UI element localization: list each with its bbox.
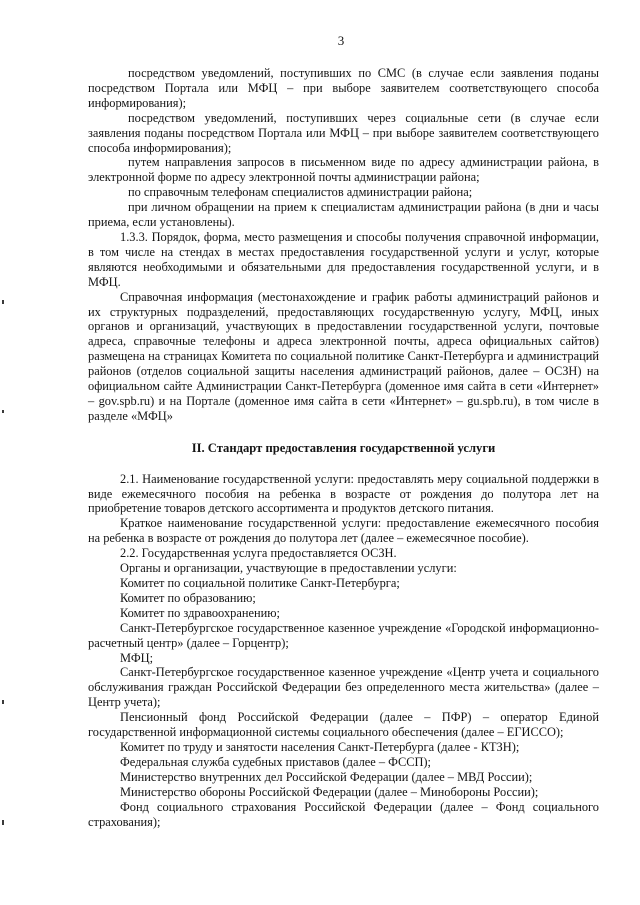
list-item: Санкт-Петербургское государственное казенное учреждение «Центр учета и социального обслуживания граждан Российской Федерации без определенного места жительства» (далее – Центр учета); — [88, 665, 599, 710]
document-body — [88, 66, 599, 829]
paragraph: Справочная информация (местонахождение и график работы администраций районов и их структурных подразделений, предоставляющих государственную услугу, МФЦ, иных органов и организаций, участвующих в предоставлении государственной услуги, почтовые адреса, справочные телефоны и адреса электронной почты, адреса официальных сайтов) размещена на страницах Комитета по социальной политике Санкт-Петербурга и администраций районов (отделов социальной защиты населения администраций районов, далее – ОСЗН) на официальном сайте Администрации Санкт-Петербурга (доменное имя сайта в сети «Интернет» – gov.spb.ru) и на Портале (доменное имя сайта в сети «Интернет» – gu.spb.ru), в том числе в разделе «МФЦ» — [88, 289, 599, 423]
scan-edge-mark — [2, 820, 4, 825]
paragraph: посредством уведомлений, поступивших по СМС (в случае если заявления поданы посредством Портала или МФЦ – при выборе заявителем соответствующего способа информирования); — [88, 66, 599, 110]
page-number: 3 — [337, 33, 345, 48]
list-item: Комитет по здравоохранению; — [120, 605, 280, 620]
list-item: Федеральная служба судебных приставов (далее – ФССП); — [120, 754, 431, 769]
paragraph: путем направления запросов в письменном виде по адресу администрации района, в электронной форме по адресу электронной почты администрации района; — [88, 155, 599, 185]
list-item: Комитет по труду и занятости населения Санкт-Петербурга (далее - КТЗН); — [120, 739, 520, 754]
list-item: Комитет по образованию; — [120, 590, 256, 605]
scan-edge-mark — [2, 300, 4, 304]
list-item: МФЦ; — [120, 650, 154, 665]
list-item: Фонд социального страхования Российской Федерации (далее – Фонд социального страхования); — [88, 799, 599, 829]
paragraph: 2.2. Государственная услуга предоставляется ОСЗН. — [120, 546, 397, 561]
list-item: Министерство обороны Российской Федерации (далее – Минобороны России); — [120, 784, 539, 799]
paragraph: 2.1. Наименование государственной услуги: предоставлять меру социальной поддержки в виде ежемесячного пособия на ребенка в возрасте от рождения до полутора лет на приобретение товаров детского ассортимента и продуктов детского питания. — [88, 471, 599, 516]
paragraph: Краткое наименование государственной услуги: предоставление ежемесячного пособия на ребенка в возрасте от рождения до полутора лет (далее – ежемесячное пособие). — [88, 516, 599, 546]
scan-edge-mark — [2, 410, 4, 413]
list-item: Пенсионный фонд Российской Федерации (далее – ПФР) – оператор Единой государственной информационной системы социального обеспечения (далее – ЕГИССО); — [88, 710, 599, 740]
scan-edge-mark — [2, 700, 4, 704]
paragraph: при личном обращении на прием к специалистам администрации района (в дни и часы приема, если установлены). — [88, 200, 599, 230]
list-item: Министерство внутренних дел Российской Федерации (далее – МВД России); — [120, 769, 533, 784]
list-item: Санкт-Петербургское государственное казенное учреждение «Городской информационно-расчетный центр» (далее – Горцентр); — [88, 620, 599, 650]
paragraph: по справочным телефонам специалистов администрации района; — [128, 185, 473, 200]
section-heading: II. Стандарт предоставления государственной услуги — [191, 440, 496, 455]
paragraph: Органы и организации, участвующие в предоставлении услуги: — [120, 561, 457, 576]
list-item: Комитет по социальной политике Санкт-Петербурга; — [120, 576, 400, 590]
paragraph: 1.3.3. Порядок, форма, место размещения и способы получения справочной информации, в том числе на стендах в местах предоставления государственной услуги и услуг, которые являются необходимыми и обязательными для предоставления государственной услуги, и в МФЦ. — [88, 229, 599, 289]
paragraph: посредством уведомлений, поступивших через социальные сети (в случае если заявления поданы посредством Портала или МФЦ – при выборе заявителем соответствующего способа информирования); — [88, 110, 599, 155]
